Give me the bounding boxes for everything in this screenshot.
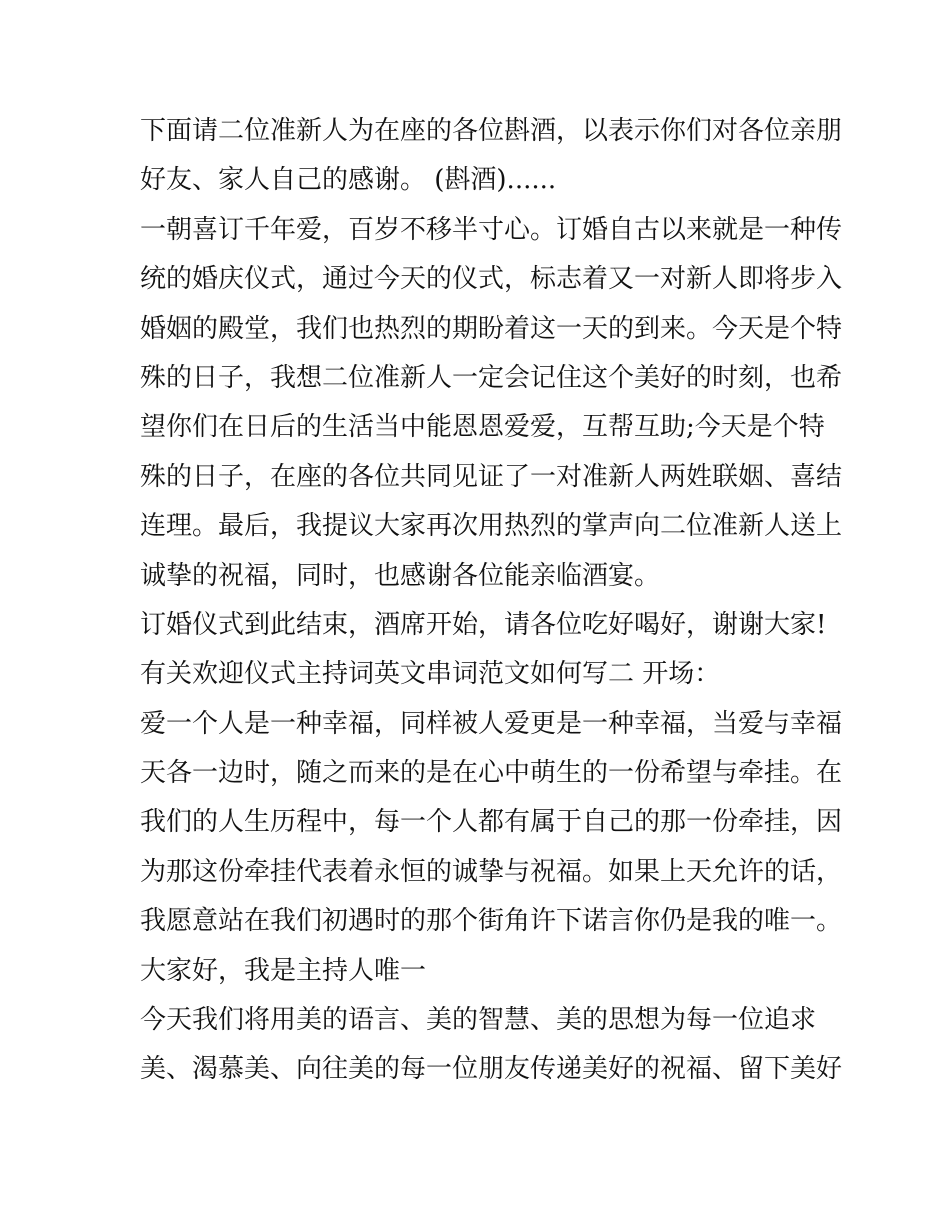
text-line: 为那这份牵挂代表着永恒的诚挚与祝福。如果上天允许的话， [140,856,843,887]
text-line: 殊的日子，在座的各位共同见证了一对准新人两姓联姻、喜结 [140,461,843,492]
text-line: 望你们在日后的生活当中能恩恩爱爱，互帮互助;今天是个特 [140,412,825,443]
text-line: 爱一个人是一种幸福，同样被人爱更是一种幸福，当爱与幸福 [140,708,843,739]
text-line: 下面请二位准新人为在座的各位斟酒，以表示你们对各位亲朋 [140,116,843,146]
text-line: 婚姻的殿堂，我们也热烈的期盼着这一天的到来。今天是个特 [140,313,843,344]
text-line: 我愿意站在我们初遇时的那个街角许下诺言你仍是我的唯一。 [140,906,843,937]
text-line: 今天我们将用美的语言、美的智慧、美的思想为每一位追求 [140,1005,817,1036]
section-heading: 有关欢迎仪式主持词英文串词范文如何写二 开场： [140,659,721,690]
text-line: 天各一边时，随之而来的是在心中萌生的一份希望与牵挂。在 [140,758,843,789]
text-line: 我们的人生历程中，每一个人都有属于自己的那一份牵挂，因 [140,807,843,838]
document-body [140,107,843,1095]
text-line: 统的婚庆仪式，通过今天的仪式，标志着又一对新人即将步入 [140,264,843,295]
text-line: 一朝喜订千年爱，百岁不移半寸心。订婚自古以来就是一种传 [140,214,843,245]
text-line: 订婚仪式到此结束，酒席开始，请各位吃好喝好，谢谢大家! [140,609,827,640]
text-line: 大家好，我是主持人唯一 [140,955,427,986]
text-line: 连理。最后，我提议大家再次用热烈的掌声向二位准新人送上 [140,511,843,542]
text-line: 好友、家人自己的感谢。 (斟酒)...... [140,165,557,196]
text-line: 诚挚的祝福，同时，也感谢各位能亲临酒宴。 [140,560,661,591]
text-line: 殊的日子，我想二位准新人一定会记住这个美好的时刻，也希 [140,362,843,393]
text-line: 美、渴慕美、向往美的每一位朋友传递美好的祝福、留下美好 [140,1054,843,1085]
